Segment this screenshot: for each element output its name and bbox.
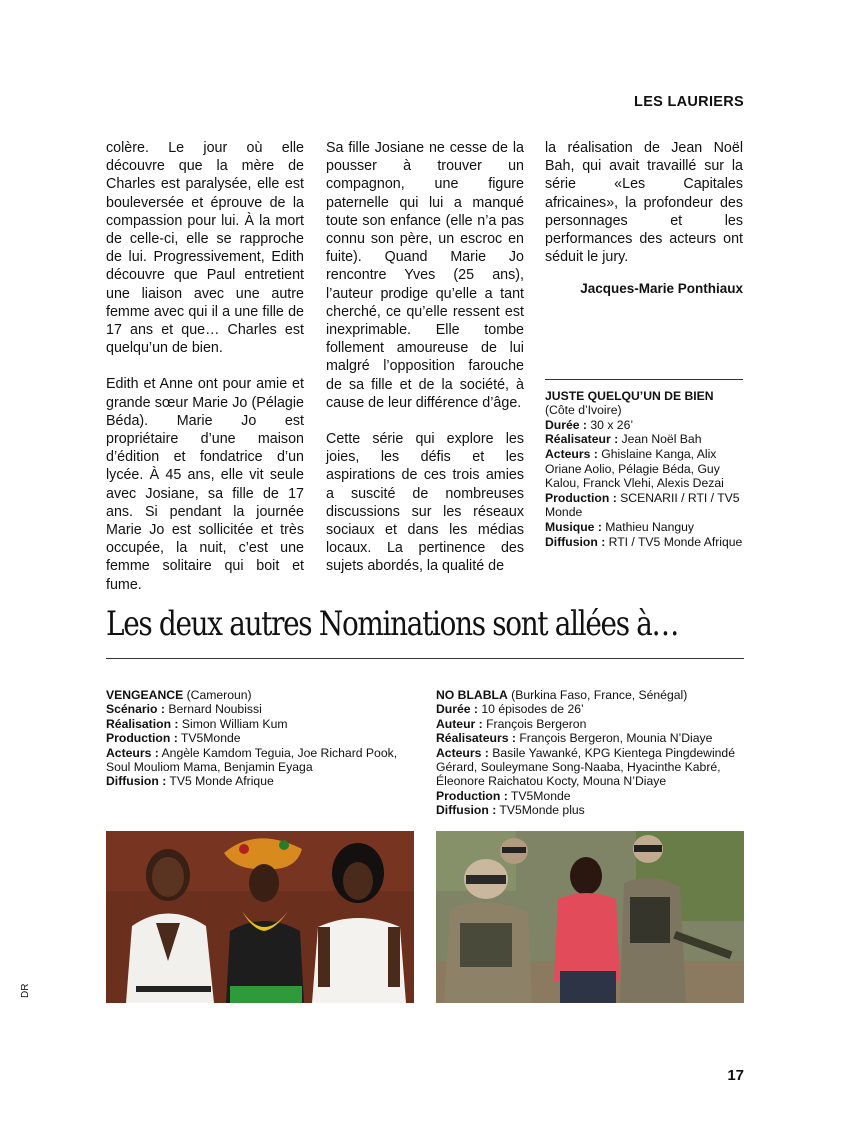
fact-label: Réalisateur : [545,432,619,447]
fact-line [545,491,743,520]
fact-value: RTI / TV5 Monde Afrique [605,534,743,549]
credit-line [436,746,746,789]
credit-value: François Bergeron, Mounia N’Diaye [515,731,713,746]
credit-label: Acteurs : [106,745,159,760]
fact-value: Jean Noël Bah [618,432,702,447]
fact-line [545,432,743,447]
credit-line [436,803,746,817]
credit-value: Angèle Kamdom Teguia, Joe Richard Pook, Soul Mouliom Mama, Benjamin Eyaga [106,745,398,775]
credit-value: Basile Yawanké, KPG Kientega Pingdewindé Gérard, Souleymane Song-Naaba, Hyacinthe Kabré, Éleonore Raichatou Kocty, Mouna N’Diaye [436,745,735,789]
fact-box-country: (Côte d’Ivoire) [545,403,622,418]
credit-label: Production : [106,731,178,746]
nominee-credits-no-blabla [436,688,746,818]
fact-line [545,535,743,550]
credit-value: TV5Monde plus [496,803,585,818]
credit-line [106,702,416,716]
nominee-country: (Cameroun) [183,688,252,702]
fact-box [545,379,743,550]
section-headline: Les deux autres Nominations sont allées à… [106,604,679,644]
credit-value: TV5Monde [177,731,241,746]
page-number: 17 [727,1067,744,1084]
credit-value: TV5 Monde Afrique [166,774,274,789]
fact-label: Durée : [545,417,587,432]
nominee-credits-vengeance [106,688,416,789]
article-paragraph: colère. Le jour où elle découvre que la mère de Charles est paralysée, elle est bouleversée et éprouve de la compassion pour lui. À la mort de celle-ci, elle se rapproche de lui. Progressivement, Edith découvre que Paul entretient une liaison avec une autre femme avec qui il a une fille de 17 ans et que… Charles est quelqu’un de bien. [106,140,304,357]
nominee-title: NO BLABLA [436,688,508,702]
credit-label: Diffusion : [436,803,497,818]
article-paragraph: Edith et Anne ont pour amie et grande sœur Marie Jo (Pélagie Béda). Marie Jo est propriétaire d’une maison d’édition et fondatrice d’un lycée. À 45 ans, elle vit seule avec Josiane, sa fille de 17 ans. Si pendant la journée Marie Jo est sollicitée et très occupée, la nuit, c’est une femme solitaire qui boit et fume. [106,376,304,593]
nominee-title-line [436,688,746,702]
fact-value: SCENARII / RTI / TV5 Monde [545,490,740,520]
photo-illustration [106,831,414,1003]
vengeance-cast-photo [106,831,414,1003]
article-paragraph: Cette série qui explore les joies, les défis et les aspirations de ces trois amies a suscité de nombreuses discussions sur les réseaux sociaux et dans les médias locaux. La pertinence des sujets abordés, la qualité de [326,431,524,575]
credit-label: Auteur : [436,716,483,731]
credit-line [106,731,416,745]
article-column-3 [545,139,743,549]
credit-value: TV5Monde [507,788,571,803]
article-column-1 [106,139,304,612]
credit-label: Réalisateurs : [436,731,516,746]
credit-line [106,717,416,731]
fact-label: Acteurs : [545,447,598,461]
credit-value: 10 épisodes de 26’ [478,702,584,717]
author-signature: Jacques-Marie Ponthiaux [580,281,743,297]
fact-line [545,447,743,491]
no-blabla-scene-photo [436,831,744,1003]
credit-label: Réalisation : [106,716,179,731]
credit-label: Acteurs : [436,745,489,760]
credit-label: Durée : [436,702,478,717]
fact-label: Production : [545,490,617,505]
article-paragraph: Sa fille Josiane ne cesse de la pousser à trouver un compagnon, une figure paternelle qui lui a manqué toute son enfance (elle n’a pas connu son père, un escroc en fuite). Quand Marie Jo rencontre Yves (25 ans), l’auteur prodige qu’elle a tant cherché, ce qu’elle ressent est inexprimable. Elle tombe follement amoureuse de lui malgré l’opposition farouche de sa fille et de la société, à cause de leur différence d’âge. [326,140,524,411]
fact-value: Mathieu Nanguy [601,519,695,534]
fact-box-title: JUSTE QUELQU’UN DE BIEN [545,388,714,403]
fact-line [545,520,743,535]
fact-label: Musique : [545,519,602,534]
fact-line [545,418,743,433]
credit-line [436,731,746,745]
headline-divider [106,658,744,659]
credit-label: Diffusion : [106,774,167,789]
fact-value: Ghislaine Kanga, Alix Oriane Aolio, Pélagie Béda, Guy Kalou, Franck Vlehi, Alexis Dezai [545,447,724,491]
credit-line [106,774,416,788]
nominee-title-line [106,688,416,702]
credit-line [436,789,746,803]
nominee-title: VENGEANCE [106,688,184,702]
credit-line [436,717,746,731]
credit-label: Production : [436,788,508,803]
article-paragraph: la réalisation de Jean Noël Bah, qui avait travaillé sur la série «Les Capitales africaines», la profondeur des personnages et les performances des acteurs ont séduit le jury. [545,140,743,266]
article-column-2 [326,139,524,594]
credit-value: François Bergeron [482,716,587,731]
credit-value: Simon William Kum [178,716,288,731]
credit-value: Bernard Noubissi [164,702,262,717]
fact-label: Diffusion : [545,534,606,549]
credit-label: Scénario : [106,702,165,717]
photo-illustration [436,831,744,1003]
credit-line [106,746,416,775]
fact-value: 30 x 26’ [587,417,634,432]
credit-line [436,702,746,716]
nominee-country: (Burkina Faso, France, Sénégal) [507,688,688,702]
section-label: LES LAURIERS [634,94,744,110]
photo-credit: DR [20,983,31,998]
